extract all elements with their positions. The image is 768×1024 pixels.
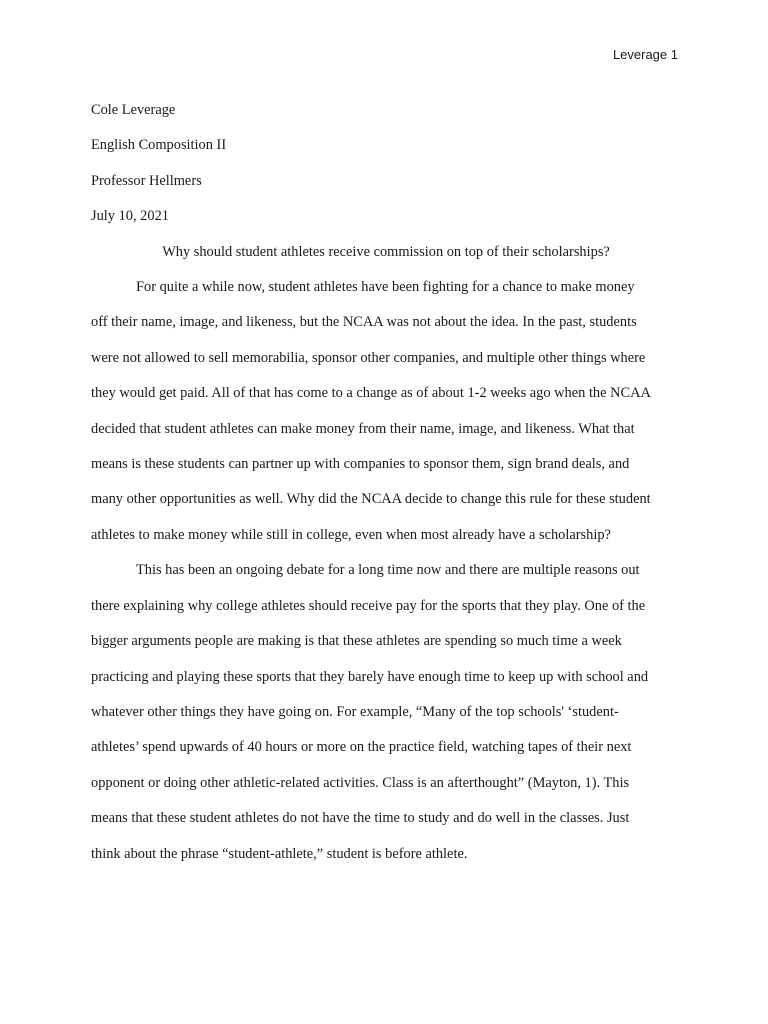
paragraph-line: off their name, image, and likeness, but the NCAA was not about the idea. In the past, students <box>91 314 637 331</box>
paragraph-line: means is these students can partner up with companies to sponsor them, sign brand deals, and <box>91 456 630 473</box>
paragraph-line: were not allowed to sell memorabilia, sponsor other companies, and multiple other things where <box>91 349 646 366</box>
paragraph-line: athletes to make money while still in college, even when most already have a scholarship? <box>91 526 611 543</box>
course-name: English Composition II <box>91 137 227 154</box>
paragraph-line: means that these student athletes do not have the time to study and do well in the classes. Just <box>91 810 630 827</box>
paragraph-line: For quite a while now, student athletes have been fighting for a chance to make money <box>136 279 635 296</box>
paragraph-line: bigger arguments people are making is that these athletes are spending so much time a week <box>91 633 622 650</box>
paragraph-2 <box>91 553 681 872</box>
paragraph-1 <box>91 270 681 553</box>
professor-name: Professor Hellmers <box>91 172 202 189</box>
essay-date: July 10, 2021 <box>91 208 169 225</box>
paragraph-line: there explaining why college athletes should receive pay for the sports that they play. One of the <box>91 597 646 614</box>
paragraph-line: practicing and playing these sports that they barely have enough time to keep up with school and <box>91 668 649 685</box>
paragraph-line: This has been an ongoing debate for a long time now and there are multiple reasons out <box>136 562 640 579</box>
paragraph-line: decided that student athletes can make money from their name, image, and likeness. What that <box>91 420 635 437</box>
author-name: Cole Leverage <box>91 102 176 118</box>
essay-title: Why should student athletes receive commission on top of their scholarships? <box>162 243 610 260</box>
paragraph-line: opponent or doing other athletic-related activities. Class is an afterthought” (Mayton, 1). This <box>91 774 630 791</box>
paragraph-line: athletes’ spend upwards of 40 hours or more on the practice field, watching tapes of their next <box>91 739 632 756</box>
paragraph-line: they would get paid. All of that has come to a change as of about 1-2 weeks ago when the NCAA <box>91 385 651 402</box>
paragraph-line: think about the phrase “student-athlete,” student is before athlete. <box>91 845 468 862</box>
paragraph-line: whatever other things they have going on. For example, “Many of the top schools' ‘student- <box>91 703 619 720</box>
paragraph-line: many other opportunities as well. Why did the NCAA decide to change this rule for these student <box>91 491 651 508</box>
essay-body <box>91 93 681 872</box>
running-head: Leverage 1 <box>612 47 678 62</box>
